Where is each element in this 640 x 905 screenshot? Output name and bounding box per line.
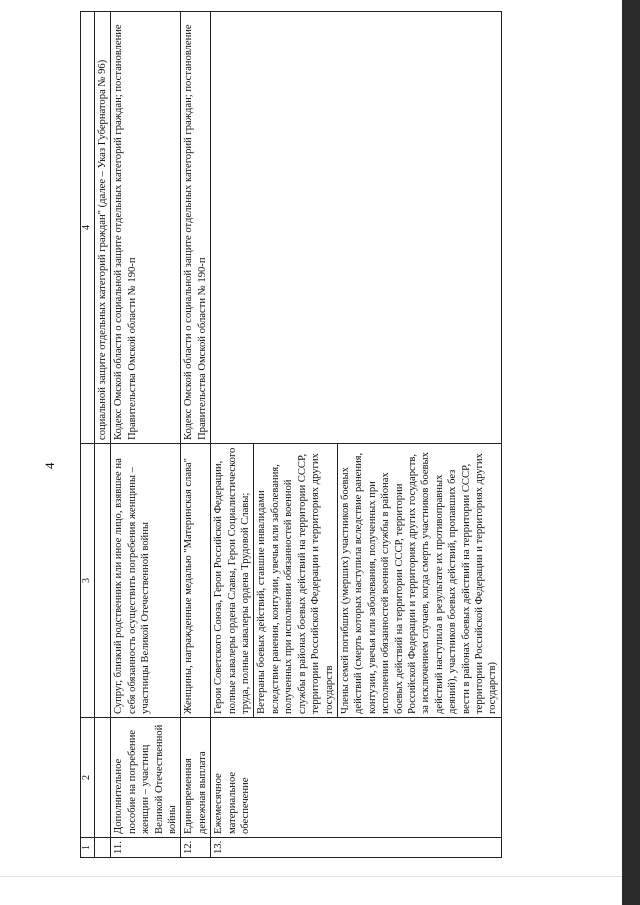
header-col-2: 2: [81, 718, 95, 838]
table-row: [181, 12, 211, 858]
benefits-table: [80, 11, 502, 858]
header-col-4: 4: [81, 12, 95, 444]
payment-name: Ежемесячное материальное обеспечение: [211, 718, 502, 838]
page-number: 4: [42, 462, 57, 469]
row-number: 12.: [181, 838, 211, 858]
row-number: 11.: [111, 838, 181, 858]
legal-basis: Кодекс Омской области о социальной защите отдельных категорий граждан; постановление Правительства Омской области № 190-п: [111, 12, 181, 444]
legal-basis: Кодекс Омской области о социальной защите отдельных категорий граждан; постановление Правительства Омской области № 190-п: [181, 12, 211, 444]
header-col-3: 3: [81, 444, 95, 718]
recipient-category: Члены семей погибших (умерших) участников боевых действий (смерть которых наступила вследствие ранения, контузии, увечья или заболевания, полученных при исполнении обязанностей военной службы в районах боевых действий на территории СССР, территории Российской Федерации и территориях других государств, за исключением случаев, когда смерть участников боевых действий наступила в результате их противоправных деяний), участников боевых действий, пропавших без вести в районах боевых действий на территории СССР, территории Российской Федерации и территориях других государств): [337, 444, 500, 717]
recipient-category-group: [211, 444, 502, 718]
payment-name: Дополнительное пособие на погребение женщин – участниц Великой Отечественной войны: [111, 718, 181, 838]
benefits-table-frame: [80, 12, 568, 858]
payment-name: Единовременная денежная выплата: [181, 718, 211, 838]
table-header-row: [81, 12, 95, 858]
continuation-text: социальной защите отдельных категорий граждан" (далее – Указ Губернатора № 96): [95, 12, 111, 444]
recipient-category: Ветераны боевых действий, ставшие инвалидами вследствие ранения, контузии, увечья или заболевания, полученных при исполнении обязанностей военной службы в районах боевых действий на территории СССР, территории Российской Федерации и территориях других государств: [253, 444, 335, 717]
legal-basis: [211, 12, 502, 444]
table-row: [211, 12, 502, 858]
header-col-1: 1: [81, 838, 95, 858]
recipient-category: Супруг, близкий родственник или иное лицо, взявшее на себя обязанность осуществить погребения женщины – участницы Великой Отечественной войны: [111, 444, 181, 718]
table-row: [111, 12, 181, 858]
table-row-continuation: [95, 12, 111, 858]
scan-edge-bar: [622, 0, 640, 905]
recipient-category: Женщины, награжденные медалью "Материнская слава": [181, 444, 211, 718]
scan-edge-line: [0, 876, 640, 877]
row-number: 13.: [211, 838, 502, 858]
recipient-category: Герои Советского Союза, Герои Российской Федерации, полные кавалеры ордена Славы, Герои Социалистического труда, полные кавалеры ордена Трудовой Славы;: [213, 447, 252, 714]
